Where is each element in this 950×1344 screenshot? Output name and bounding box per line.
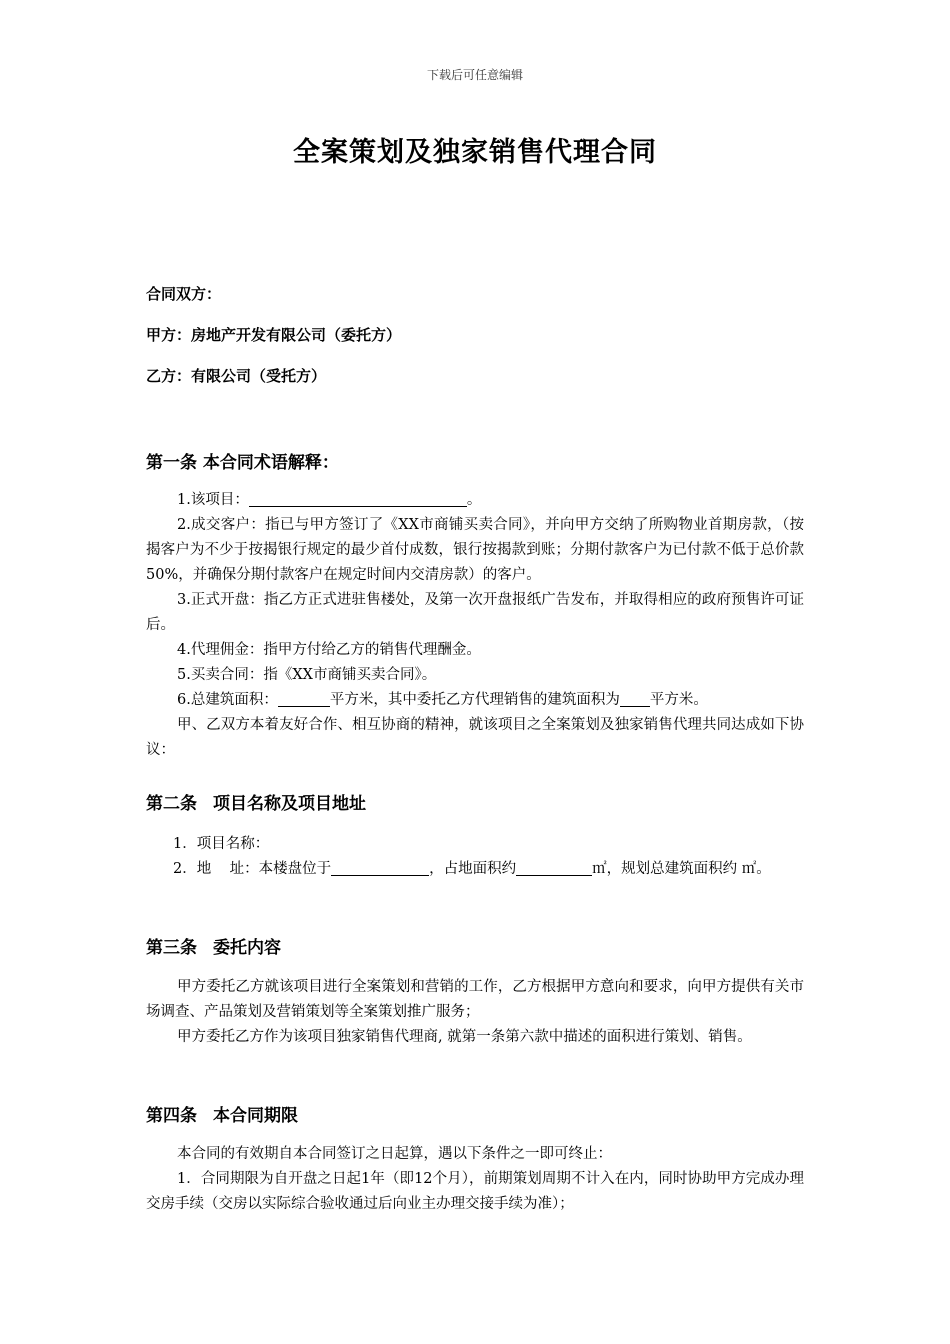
article3-para1: 甲方委托乙方就该项目进行全案策划和营销的工作，乙方根据甲方意向和要求，向甲方提供有关市场调查、产品策划及营销策划等全案策划推广服务； [146,979,804,1020]
land-area-blank [516,859,592,876]
item1-blank [249,490,467,507]
document-title: 全案策划及独家销售代理合同 [293,137,657,168]
article4-body [146,1142,804,1217]
article1-item4: 4.代理佣金：指甲方付给乙方的销售代理酬金。 [177,642,481,658]
party-b: 乙方：有限公司（受托方） [146,367,327,385]
party-a: 甲方：房地产开发有限公司（委托方） [146,326,402,344]
article1-closing: 甲、乙双方本着友好合作、相互协商的精神，就该项目之全案策划及独家销售代理共同达成如下协议： [146,717,804,758]
article3-body [146,975,804,1050]
location-blank [331,859,429,876]
agency-area-blank [620,690,650,707]
article3-para2: 甲方委托乙方作为该项目独家销售代理商, 就第一条第六款中描述的面积进行策划、销售。 [177,1029,752,1045]
article4-para1: 本合同的有效期自本合同签订之日起算，遇以下条件之一即可终止： [177,1146,612,1162]
article2-item2: 2．地 址：本楼盘位于 ，占地面积约 ㎡，规划总建筑面积约 ㎡。 [173,861,771,877]
article1-heading: 第一条 本合同术语解释： [146,453,339,473]
article1-item2: 2.成交客户：指已与甲方签订了《XX市商铺买卖合同》，并向甲方交纳了所购物业首期房款，（按揭客户为不少于按揭银行规定的最少首付成数，银行按揭款到账；分期付款客户为已付款不低于总价款50%，并确保分期付款客户在规定时间内交清房款）的客户。 [146,517,804,583]
parties-intro: 合同双方： [146,285,222,303]
article3-heading: 第三条 委托内容 [146,938,281,958]
article2-heading: 第二条 项目名称及项目地址 [146,794,366,814]
article4-heading: 第四条 本合同期限 [146,1106,298,1126]
article1-item6: 6.总建筑面积： 平方米，其中委托乙方代理销售的建筑面积为 平方米。 [177,692,708,708]
article1-item1: 1.该项目： 。 [177,492,482,508]
header-note: 下载后可任意编辑 [426,68,523,82]
article1-item3: 3.正式开盘：指乙方正式进驻售楼处，及第一次开盘报纸广告发布，并取得相应的政府预售许可证后。 [146,592,804,633]
article1-item5: 5.买卖合同：指《XX市商铺买卖合同》。 [177,667,437,683]
article2-item1: 1．项目名称： [173,836,270,852]
article4-item1: 1．合同期限为自开盘之日起1年（即12个月），前期策划周期不计入在内，同时协助甲方完成办理交房手续（交房以实际综合验收通过后向业主办理交接手续为准）； [146,1171,804,1212]
article1-body [146,488,804,763]
total-area-blank [278,690,330,707]
article2-body [146,832,804,882]
